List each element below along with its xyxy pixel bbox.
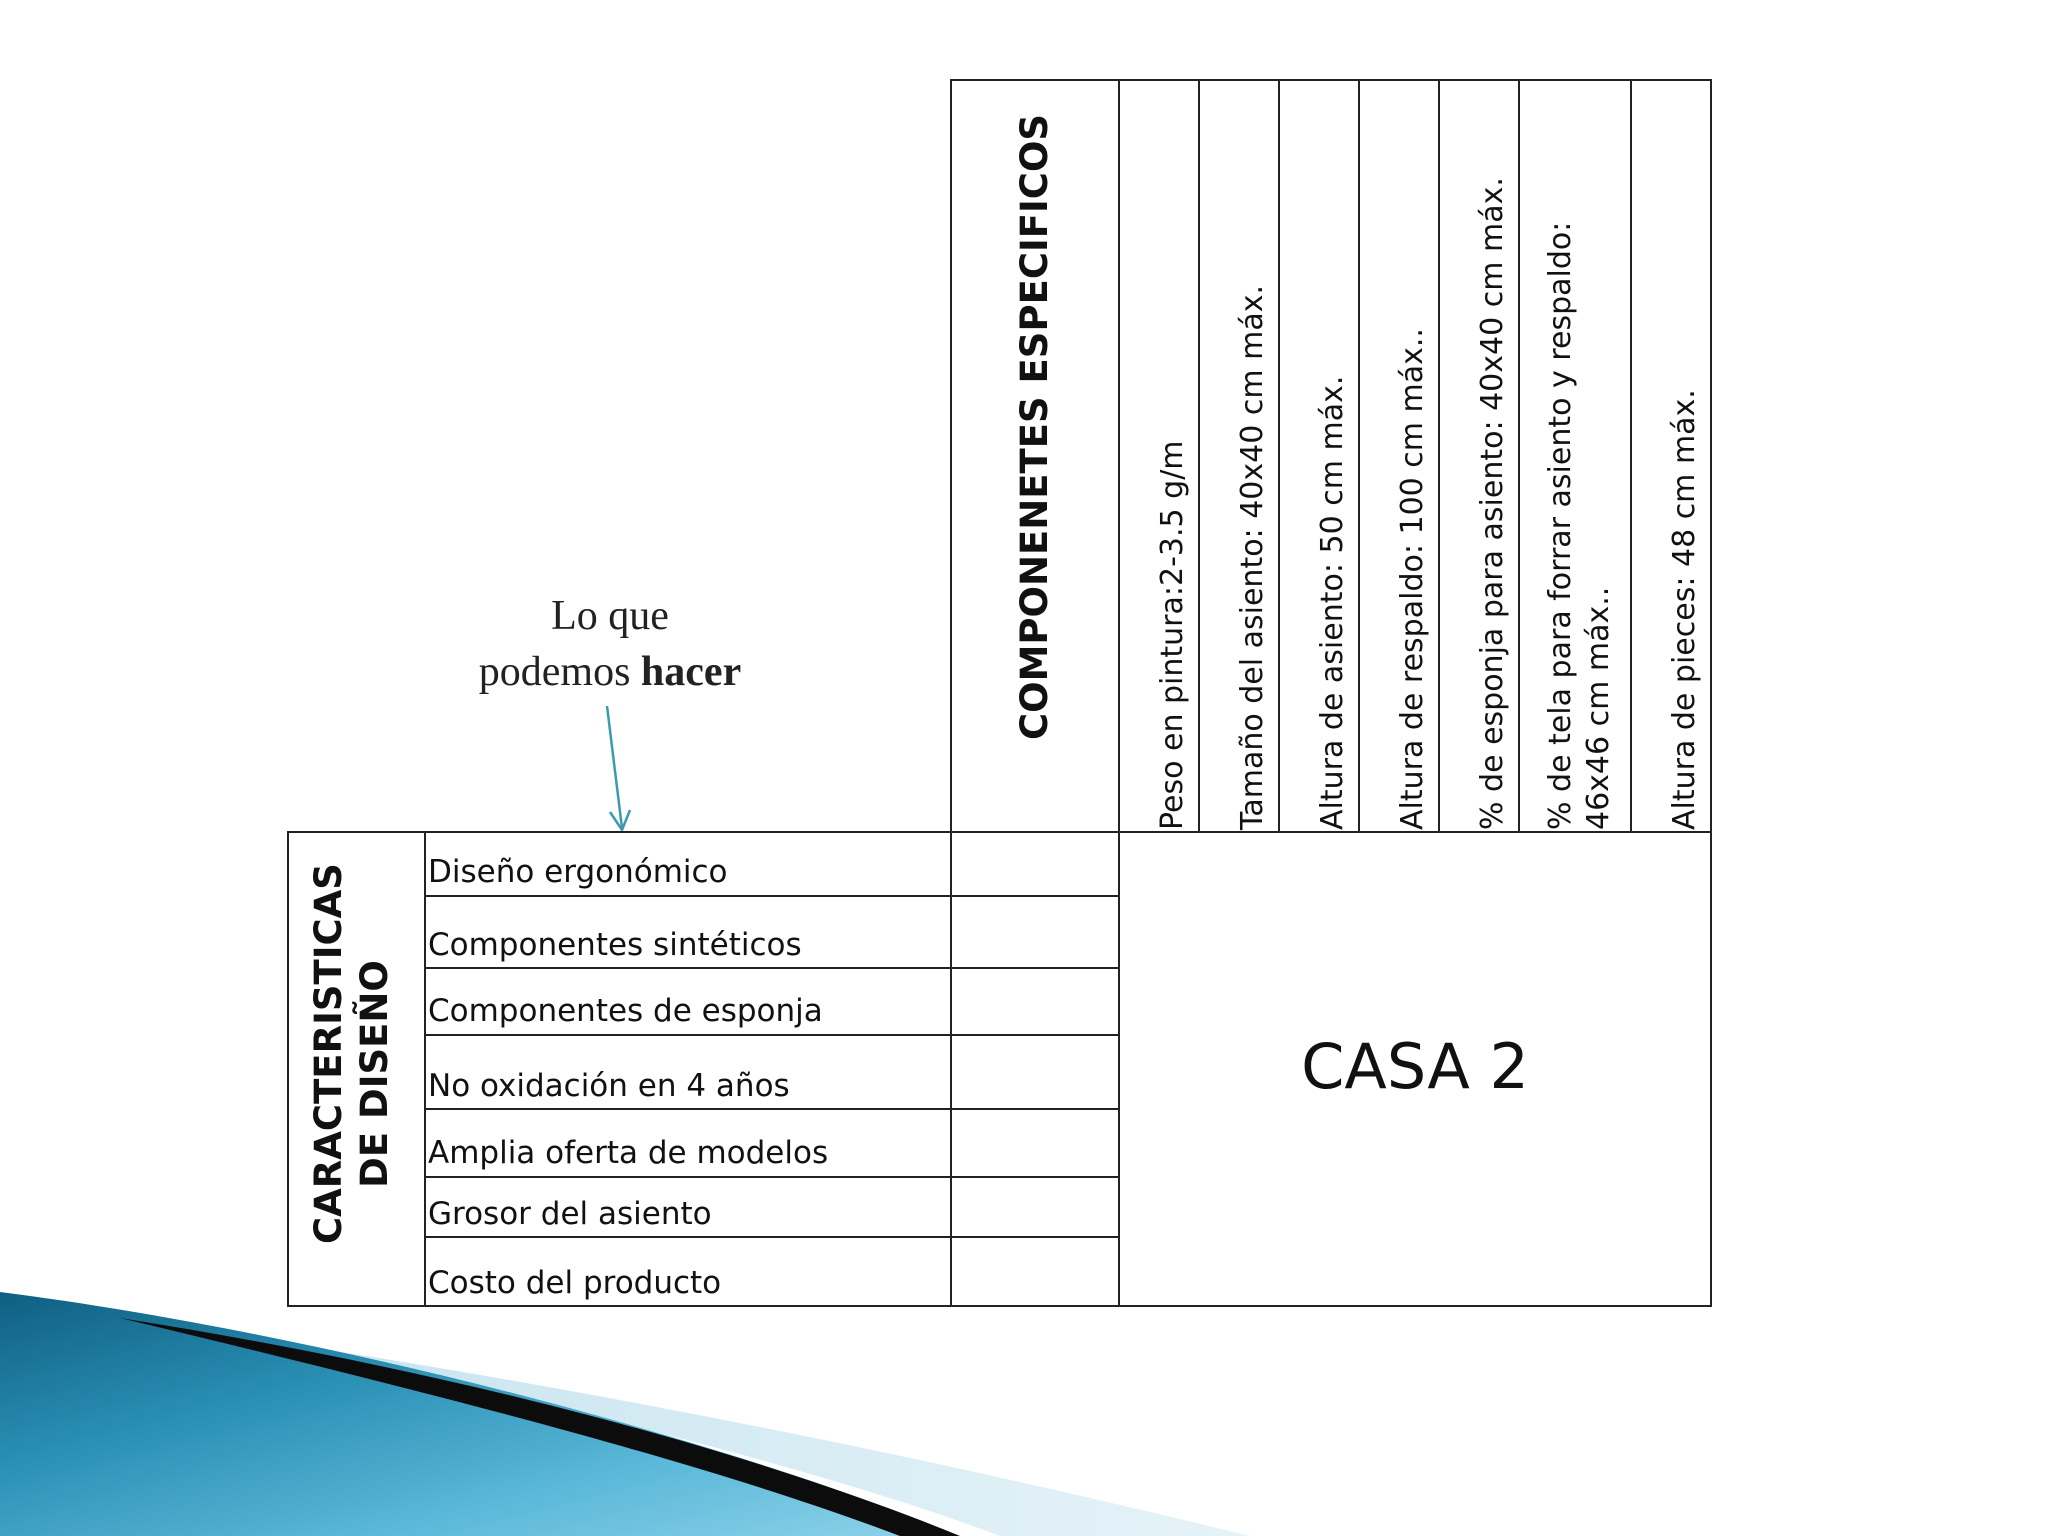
column-header-6-line1: % de tela para forrar asiento y respaldo: [1543,221,1578,830]
row-label-3: Componentes de esponja [428,993,823,1029]
column-header-4: Altura de respaldo: 100 cm máx.. [1395,328,1430,830]
row-label-1: Diseño ergonómico [428,854,728,890]
column-header-3: Altura de asiento: 50 cm máx. [1315,375,1350,830]
column-header-2: Tamaño del asiento: 40x40 cm máx. [1235,285,1270,830]
row-group-header-line1: CARACTERISTICAS [307,863,350,1244]
column-header-7: Altura de pieces: 48 cm máx. [1667,389,1702,830]
annotation-line2-prefix: podemos [478,649,641,695]
row-label-4: No oxidación en 4 años [428,1068,790,1104]
annotation-line1: Lo que [551,593,669,639]
row-label-2: Componentes sintéticos [428,927,802,963]
annotation-line2-bold: hacer [640,649,742,695]
column-header-6 [1542,222,1618,830]
column-header-6-line2: 46x46 cm máx.. [1581,586,1616,830]
row-group-header [306,863,398,1244]
matrix-case-label: CASA 2 [1301,1030,1529,1103]
annotation-line2 [400,644,820,700]
row-group-header-line2: DE DISEÑO [353,960,396,1188]
row-label-6: Grosor del asiento [428,1196,712,1232]
annotation-arrow-icon [590,700,650,835]
column-header-1: Peso en pintura:2-3.5 g/m [1155,440,1190,830]
row-label-7: Costo del producto [428,1265,722,1301]
annotation-text [400,588,820,700]
column-header-5: % de esponja para asiento: 40x40 cm máx. [1475,177,1510,830]
column-group-header: COMPONENETES ESPECIFICOS [1013,113,1056,740]
row-label-5: Amplia oferta de modelos [428,1135,829,1171]
